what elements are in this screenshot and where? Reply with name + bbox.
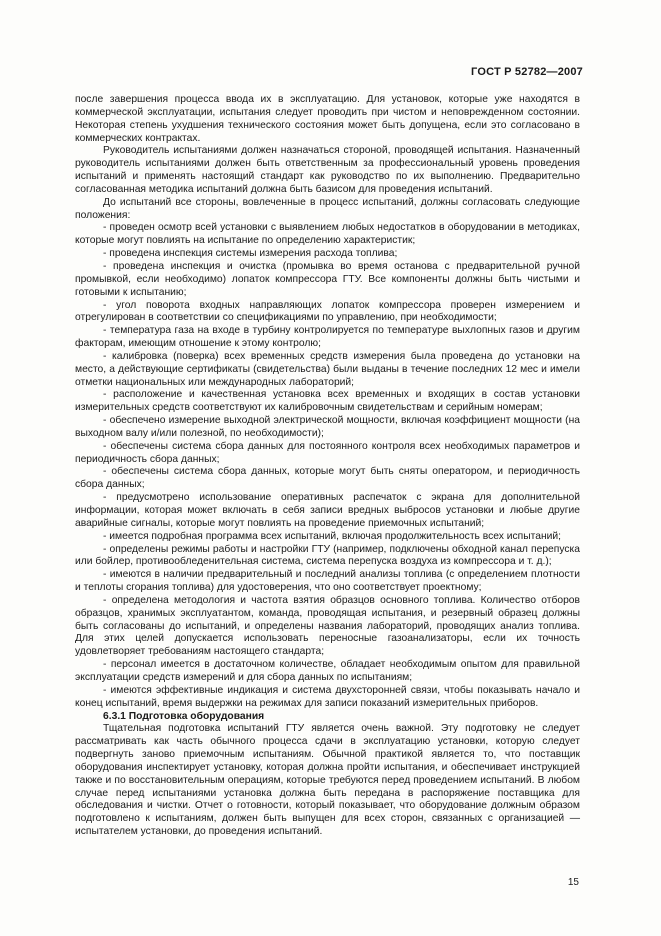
section-heading: 6.3.1 Подготовка оборудования: [103, 710, 265, 722]
list-item: - определены режимы работы и настройки ГТУ (например, подключены обходной канал перепуска или бойлер, противообледенительная система, система перепуска воздуха из компрессора и т. д.);: [75, 543, 580, 568]
list-item: - расположение и качественная установка всех временных и входящих в состав установки измерительных средств соответствуют их калибровочным свидетельствам и серийным номерам;: [75, 389, 580, 414]
list-item: - определена методология и частота взятия образцов основного топлива. Количество отборов образцов, хранимых эксплуатантом, команда, проводящая испытания, и резервный образец должны быть согласованы до испытаний, и определены названия лабораторий, проводящих анализ топлива. Для этих целей допускается использовать переносные газоанализаторы, если их точность удовлетворяет требованиям настоящего стандарта;: [75, 594, 580, 658]
list-item: - предусмотрено использование оперативных распечаток с экрана для дополнительной информации, которая может включать в себя записи вредных выбросов установки и любые другие аварийные сигналы, которые могут повлиять на проведение приемочных испытаний;: [75, 492, 580, 529]
list-item: - имеется подробная программа всех испытаний, включая продолжительность всех испытаний;: [103, 530, 562, 542]
page-body: [75, 94, 580, 839]
document-standard-id: ГОСТ Р 52782—2007: [471, 66, 583, 78]
list-item: - обеспечены система сбора данных, которые могут быть сняты оператором, и периодичность сбора данных;: [75, 466, 580, 491]
paragraph: после завершения процесса ввода их в эксплуатацию. Для установок, которые уже находятся в коммерческой эксплуатации, испытания следует проводить при чистом и неповрежденном состоянии. Некоторая степень ухудшения технического состояния может быть допущена, если это согласовано в коммерческих контрактах.: [75, 94, 580, 144]
list-item: - проведен осмотр всей установки с выявлением любых недостатков в оборудовании в методиках, которые могут повлиять на испытание по определению характеристик;: [75, 222, 580, 247]
list-item: - проведена инспекция системы измерения расхода топлива;: [103, 248, 398, 260]
list-item: - имеются эффективные индикация и система двухсторонней связи, чтобы показывать начало и конец испытаний, время выдержки на режимах для записи показаний измерительных приборов.: [75, 684, 580, 709]
list-item: - персонал имеется в достаточном количестве, обладает необходимым опытом для правильной эксплуатации средств измерений и для сбора данных по испытаниям;: [75, 659, 580, 683]
list-item: - обеспечены система сбора данных для постоянного контроля всех необходимых параметров и периодичность сбора данных;: [75, 440, 580, 465]
paragraph: Руководитель испытаниями должен назначаться стороной, проводящей испытания. Назначенный руководитель испытаниями должен быть ответственным за профессиональный уровень проведения испытаний и применять настоящий стандарт как руководство по их выполнению. Предварительно согласованная методика испытаний должна быть базисом для проведения испытаний.: [75, 145, 580, 195]
paragraph: До испытаний все стороны, вовлеченные в процесс испытаний, должны согласовать следующие положения:: [75, 196, 580, 221]
list-item: - имеются в наличии предварительный и последний анализы топлива (с определением плотности и теплоты сгорания топлива) для удостоверения, что оно соответствует проектному;: [75, 569, 580, 594]
list-item: - температура газа на входе в турбину контролируется по температуре выхлопных газов и другим факторам, имеющим отношение к этому контролю;: [75, 325, 580, 350]
list-item: - угол поворота входных направляющих лопаток компрессора проверен измерением и отрегулирован в соответствии со спецификациями по управлению, при необходимости;: [75, 299, 580, 324]
paragraph: Тщательная подготовка испытаний ГТУ является очень важной. Эту подготовку не следует рассматривать как часть обычного процесса сдачи в эксплуатацию установки, которую следует подвергнуть заново приемочным испытаниям. Обычной практикой является то, что поставщик оборудования инспектирует установку, которая должна пройти испытания, и обеспечивает инструкцией также и по восстановительным операциям, которые требуются перед проведением испытаний. В любом случае перед испытаниями установка должна быть передана в распоряжение поставщика для обследования и чистки. Отчет о готовности, который показывает, что оборудование должным образом подготовлено к испытаниям, должен быть выпущен для всех сторон, связанных с организацией —испытателем установки, до проведения испытаний.: [75, 723, 580, 838]
list-item: - обеспечено измерение выходной электрической мощности, включая коэффициент мощности (на выходном валу и/или полезной, по необходимости);: [75, 415, 580, 439]
page-number: 15: [567, 877, 579, 888]
list-item: - калибровка (поверка) всех временных средств измерения была проведена до установки на место, а действующие сертификаты (свидетельства) были выданы в течение последних 12 мес и имели отметки национальных или международных лабораторий;: [75, 350, 580, 388]
list-item: - проведена инспекция и очистка (промывка во время останова с предварительной ручной промывкой, если необходимо) лопаток компрессора ГТУ. Все компоненты должны быть чистыми и готовыми к испытанию;: [75, 260, 580, 298]
